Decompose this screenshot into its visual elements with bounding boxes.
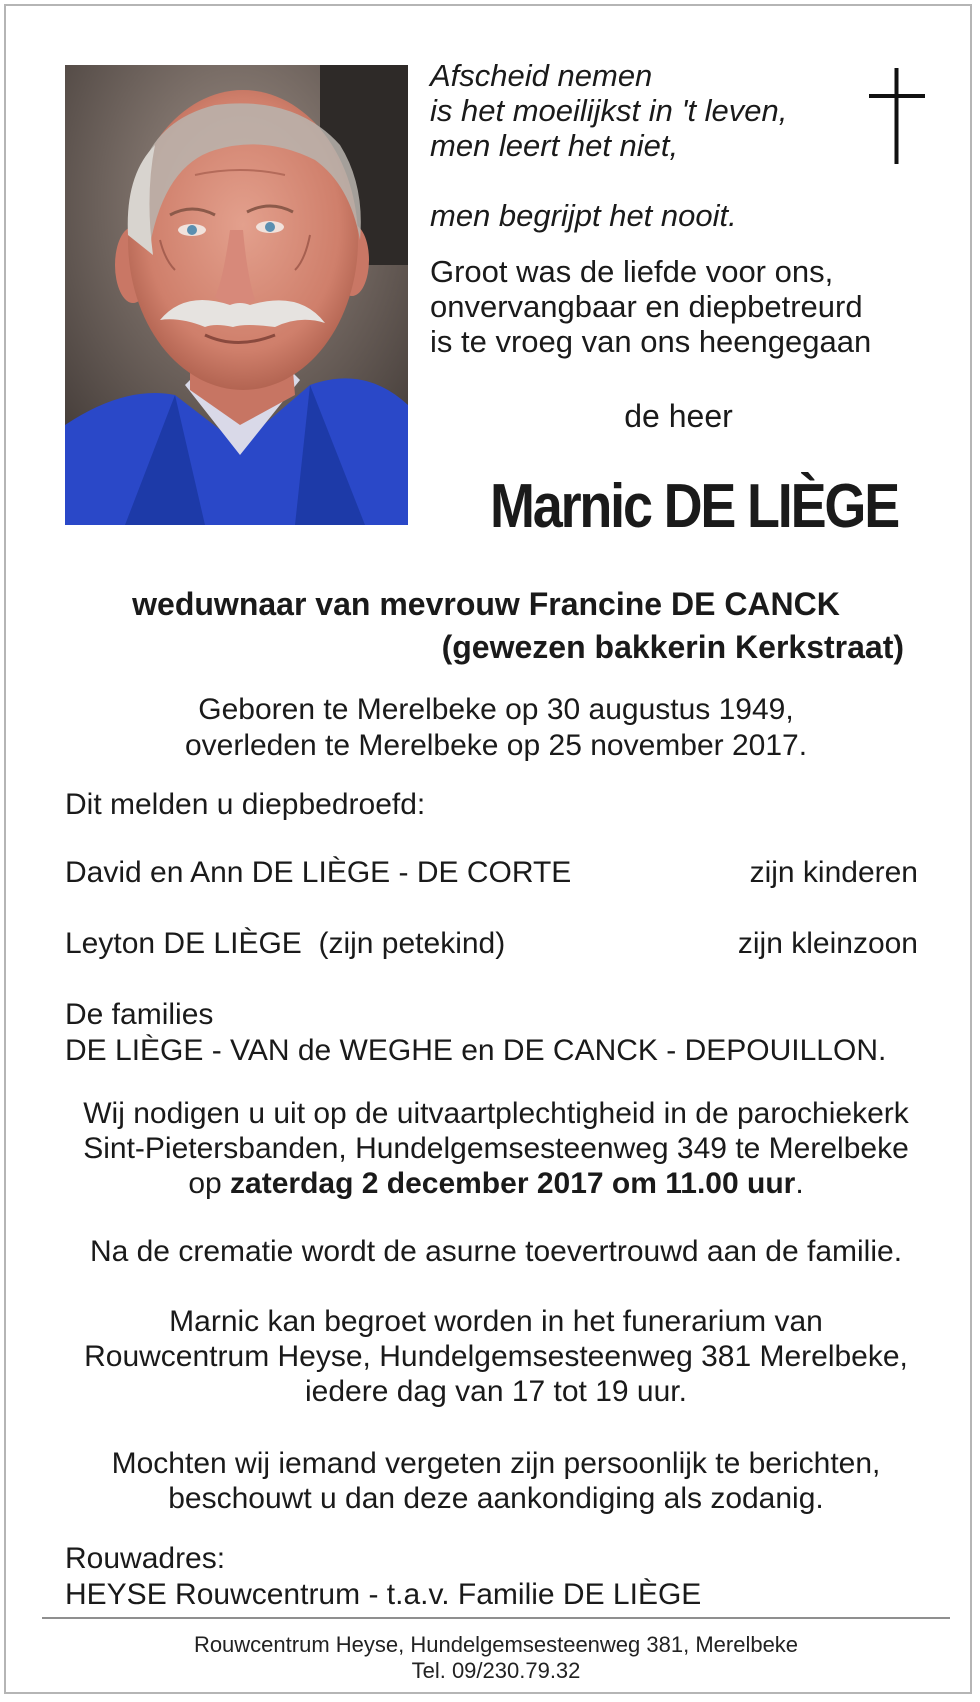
death-date: overleden te Merelbeke op 25 november 2017. — [184, 729, 808, 762]
families-block — [65, 997, 886, 1069]
cremation-line: Na de crematie wordt de asurne toevertrouwd aan de familie. — [89, 1235, 903, 1268]
deceased-name: Marnic DE LIÈGE — [490, 472, 898, 541]
family-relation: zijn kinderen — [749, 856, 918, 889]
service-date: zaterdag 2 december 2017 om 11.00 uur — [230, 1167, 796, 1200]
family-row — [65, 927, 918, 963]
family-name: Leyton DE LIÈGE (zijn petekind) — [65, 927, 506, 960]
service-line: Sint-Pietersbanden, Hundelgemsesteenweg 349 te Merelbeke — [83, 1132, 909, 1165]
verse-line: men leert het niet, — [430, 128, 679, 163]
service-text — [6, 1096, 980, 1201]
family-name: David en Ann DE LIÈGE - DE CORTE — [65, 856, 572, 889]
announce-text: Dit melden u diepbedroefd: — [65, 788, 426, 821]
family-relation: zijn kleinzoon — [737, 927, 918, 960]
intro-line: Groot was de liefde voor ons, — [430, 254, 834, 289]
visitation-line: Marnic kan begroet worden in het funerarium van — [169, 1305, 823, 1338]
family-row — [65, 856, 918, 892]
intro-text — [430, 254, 871, 359]
service-suffix: . — [795, 1167, 804, 1200]
footer-address: Rouwcentrum Heyse, Hundelgemsesteenweg 381, Merelbeke — [193, 1632, 799, 1657]
intro-line: onvervangbaar en diepbetreurd — [430, 289, 863, 324]
portrait-photo — [65, 65, 408, 525]
widower-line: (gewezen bakkerin Kerkstraat) — [441, 629, 904, 665]
verse — [430, 58, 787, 233]
families-label: De families — [65, 998, 214, 1031]
birth-date: Geboren te Merelbeke op 30 augustus 1949, — [198, 693, 794, 726]
verse-line: is het moeilijkst in 't leven, — [430, 93, 788, 128]
address-value: HEYSE Rouwcentrum - t.a.v. Familie DE LIÈGE — [65, 1578, 702, 1611]
visitation-line: Rouwcentrum Heyse, Hundelgemsesteenweg 381 Merelbeke, — [84, 1340, 908, 1373]
families-names: DE LIÈGE - VAN de WEGHE en DE CANCK - DEPOUILLON. — [65, 1034, 887, 1067]
title-prefix: de heer — [624, 398, 733, 434]
address-label: Rouwadres: — [65, 1542, 226, 1575]
widower-line: weduwnaar van mevrouw Francine DE CANCK — [132, 586, 840, 622]
notice-text — [6, 1446, 980, 1516]
footer-divider — [42, 1617, 950, 1619]
verse-line: Afscheid nemen — [430, 58, 653, 93]
address-block — [65, 1541, 701, 1613]
service-prefix: op — [188, 1167, 231, 1200]
intro-line: is te vroeg van ons heengegaan — [430, 324, 872, 359]
visitation-line: iedere dag van 17 tot 19 uur. — [305, 1375, 687, 1408]
service-line: Wij nodigen u uit op de uitvaartplechtigheid in de parochiekerk — [83, 1097, 909, 1130]
widower-text — [46, 583, 946, 669]
footer — [6, 1632, 980, 1684]
notice-line: Mochten wij iemand vergeten zijn persoonlijk te berichten, — [111, 1447, 881, 1480]
notice-line: beschouwt u dan deze aankondiging als zodanig. — [168, 1482, 824, 1515]
life-dates — [6, 692, 980, 764]
footer-phone: Tel. 09/230.79.32 — [411, 1658, 581, 1683]
cross-icon — [869, 68, 925, 169]
cremation-text — [6, 1234, 980, 1269]
visitation-text — [6, 1304, 980, 1409]
service-line-3 — [6, 1166, 980, 1201]
verse-line: men begrijpt het nooit. — [430, 198, 737, 233]
obituary-card — [4, 4, 972, 1694]
